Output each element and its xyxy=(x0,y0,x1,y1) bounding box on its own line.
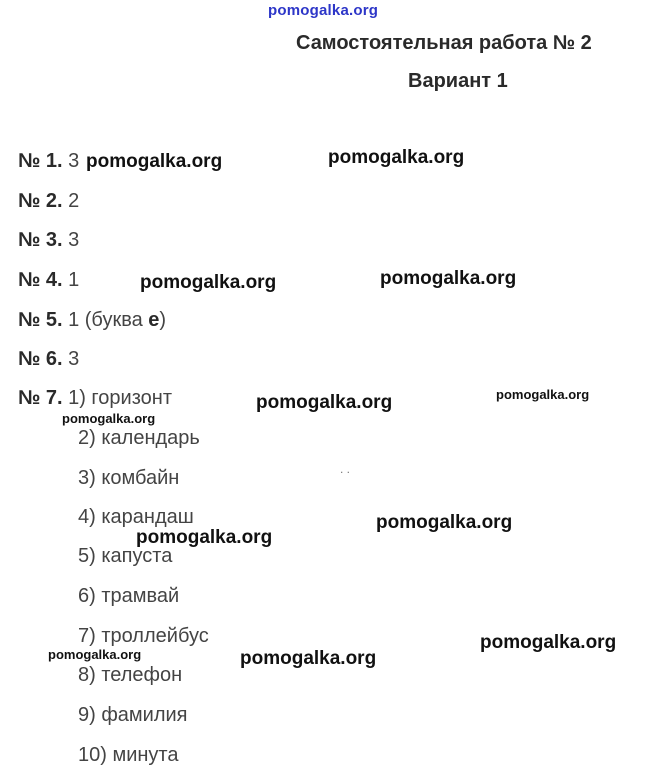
page-title: Самостоятельная работа № 2 xyxy=(296,32,592,54)
answer-number: № 5. xyxy=(18,309,63,331)
watermark: pomogalka.org xyxy=(480,632,617,653)
watermark: pomogalka.org xyxy=(136,527,273,548)
watermark: pomogalka.org xyxy=(328,147,465,168)
answer-number: № 6. xyxy=(18,348,63,370)
watermark: pomogalka.org xyxy=(496,387,590,402)
list-item: 3) комбайн xyxy=(78,467,180,489)
list-item: 4) карандаш xyxy=(78,506,194,528)
list-item: 9) фамилия xyxy=(78,704,188,726)
answer-3 xyxy=(18,229,79,252)
answer-1 xyxy=(18,150,79,173)
answer-value: 3 xyxy=(68,348,80,370)
watermark-top: pomogalka.org xyxy=(268,2,379,19)
watermark: pomogalka.org xyxy=(240,648,377,669)
answer-value: 3 xyxy=(68,150,80,172)
answer-number: № 3. xyxy=(18,229,63,251)
watermark: pomogalka.org xyxy=(62,411,156,426)
answer-tail: ) xyxy=(159,309,167,331)
list-item: 8) телефон xyxy=(78,664,183,686)
list-item: 10) минута xyxy=(78,744,179,766)
watermark: pomogalka.org xyxy=(86,151,223,172)
answer-value: 1) горизонт xyxy=(68,387,172,409)
watermark: pomogalka.org xyxy=(140,272,277,293)
watermark: pomogalka.org xyxy=(256,392,393,413)
answer-2 xyxy=(18,190,79,213)
answer-number: № 7. xyxy=(18,387,63,409)
answer-number: № 2. xyxy=(18,190,63,212)
watermark: pomogalka.org xyxy=(48,647,142,662)
watermark: pomogalka.org xyxy=(380,268,517,289)
variant-heading: Вариант 1 xyxy=(408,70,508,92)
stray-dots: . . xyxy=(340,462,351,476)
answer-value: 2 xyxy=(68,190,80,212)
answer-5 xyxy=(18,309,166,332)
answer-value: 3 xyxy=(68,229,80,251)
answer-number: № 4. xyxy=(18,269,63,291)
list-item: 6) трамвай xyxy=(78,585,180,607)
answer-bold-letter: е xyxy=(148,309,160,331)
answer-6 xyxy=(18,348,79,371)
list-item: 7) троллейбус xyxy=(78,625,209,647)
answer-value: 1 xyxy=(68,269,80,291)
list-item: 2) календарь xyxy=(78,427,200,449)
answer-value: 1 (буква xyxy=(68,309,149,331)
watermark: pomogalka.org xyxy=(376,512,513,533)
answer-7 xyxy=(18,387,172,410)
answer-4 xyxy=(18,269,79,292)
list-item: 5) капуста xyxy=(78,545,173,567)
answer-number: № 1. xyxy=(18,150,63,172)
